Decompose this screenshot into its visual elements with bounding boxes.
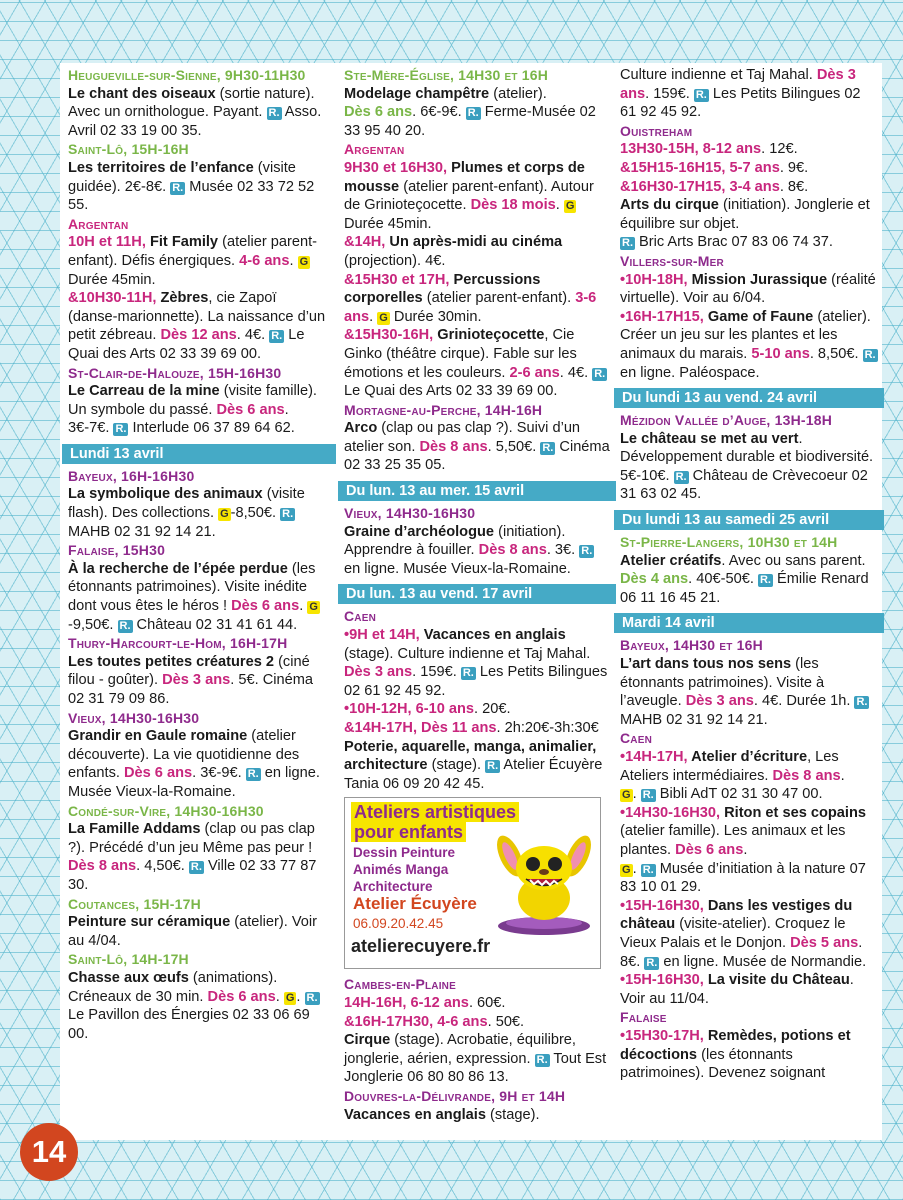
- event-conde-sur-vire: Condé-sur-Vire, 14H30-16H30 La Famille Addams (clap ou pas clap ?). Précédé d’un jeu Même pas peur ! Dès 8 ans. 4,50€. R. Ville 02 33 77 87 30.: [68, 802, 317, 893]
- event-coutances: Coutances, 15H-17H Peinture sur céramique (atelier). Voir au 4/04.: [68, 895, 317, 949]
- event-bayeux-1: Bayeux, 16H-16H30 La symbolique des animaux (visite flash). Des collections. G -8,50€. R. MAHB 02 31 92 14 21.: [68, 467, 305, 540]
- date-band-lundi-13-vend-24: Du lundi 13 au vend. 24 avril: [614, 388, 884, 408]
- reservation-badge: R.: [247, 768, 259, 781]
- date-band-lun-13-vend-17: Du lun. 13 au vend. 17 avril: [338, 584, 616, 604]
- group-badge: G: [220, 508, 229, 521]
- event-falaise-1: Falaise, 15H30 À la recherche de l’épée perdue (les étonnants patrimoines). Visite inédite dont vous êtes le héros ! Dès 6 ans. G-9,50€. R. Château 02 31 41 61 44.: [68, 542, 318, 633]
- reservation-badge: R.: [268, 107, 280, 120]
- date-band-lun-13-mer-15: Du lun. 13 au mer. 15 avril: [338, 481, 616, 501]
- event-argentan-1: Argentan 10H et 11H, Fit Family (atelier parent-enfant). Défis énergiques. 4-6 ans. G Durée 45min. &10H30-11H, Zèbres, cie Zapoï (danse-marionnette). La naissance d’un petit zébreau. Dès 12 ans. 4€. R. Le Quai des Arts 02 33 39 69 00.: [68, 215, 326, 362]
- date-band-lundi-13: Lundi 13 avril: [62, 444, 336, 464]
- reservation-badge: R.: [675, 470, 687, 483]
- event-caen-continued: Culture indienne et Taj Mahal. Dès 3 ans. 159€. R. Les Petits Bilingues 02 61 92 45 92.: [620, 67, 861, 121]
- reservation-badge: R.: [190, 861, 202, 874]
- event-thury-harcourt: Thury-Harcourt-le-Hom, 16H-17H Les toutes petites créatures 2 (ciné filou - goûter). Dès 3 ans. 5€. Cinéma 02 31 79 09 86.: [68, 635, 313, 707]
- cartoon-character-illustration: [488, 826, 596, 936]
- event-vieux-1: Vieux, 14H30-16H30 Grandir en Gaule romaine (atelier découverte). La vie quotidienne des enfants. Dès 6 ans. 3€-9€. R. en ligne. Musée Vieux-la-Romaine.: [68, 709, 320, 800]
- reservation-badge: R.: [282, 508, 294, 521]
- column-3: [620, 66, 878, 1083]
- reservation-badge: R.: [462, 667, 474, 680]
- atelier-ecuyere-ad[interactable]: Ateliers artistiques pour enfants Dessin Peinture Animés Manga Architecture Atelier Écuyère 06.09.20.42.45 atelierecuyere.fr: [344, 797, 601, 969]
- group-badge: G: [622, 863, 631, 876]
- group-badge: G: [309, 601, 318, 614]
- event-douvres: Douvres-la-Délivrande, 9H et 14H Vacances en anglais (stage).: [344, 1087, 566, 1123]
- reservation-badge: R.: [119, 619, 131, 632]
- event-ouistreham: Ouistreham 13H30-15H, 8-12 ans. 12€. &15H15-16H15, 5-7 ans. 9€. &16H30-17H15, 3-4 ans. 8€. Arts du cirque (initiation). Jonglerie et équilibre sur objet. R. Bric Arts Brac 07 83 06 74 37.: [620, 122, 870, 251]
- reservation-badge: R.: [581, 545, 593, 558]
- group-badge: G: [299, 255, 309, 268]
- event-saint-lo-2: Saint-Lô, 14H-17H Chasse aux œufs (animations). Créneaux de 30 min. Dès 6 ans. G . R. Le Pavillon des Énergies 02 33 06 69 00.: [68, 951, 318, 1042]
- event-st-pierre-langers: St-Pierre-Langers, 10H30 et 14H Atelier créatifs. Avec ou sans parent. Dès 4 ans. 40€-50€. R. Émilie Renard 06 11 16 45 21.: [620, 534, 869, 606]
- group-badge: G: [285, 991, 295, 1004]
- reservation-badge: R.: [695, 88, 707, 101]
- event-heugueville: Heugueville-sur-Sienne, 9H30-11H30 Le chant des oiseaux (sortie nature). Avec un ornithologue. Payant. R. Asso. Avril 02 33 19 00 35.: [68, 67, 322, 139]
- event-st-clair: St-Clair-de-Halouze, 15H-16H30 Le Carreau de la mine (visite famille). Un symbole du passé. Dès 6 ans. 3€-7€. R. Interlude 06 37 89 64 62.: [68, 364, 317, 437]
- group-badge: G: [379, 311, 388, 324]
- date-band-mardi-14: Mardi 14 avril: [614, 613, 884, 633]
- group-badge: G: [565, 200, 575, 213]
- event-falaise-2: Falaise •15H30-17H, Remèdes, potions et décoctions (les étonnants patrimoines). Devenez soignant: [620, 1009, 851, 1082]
- reservation-badge: R.: [467, 107, 479, 120]
- reservation-badge: R.: [759, 574, 771, 587]
- date-band-lundi-13-samedi-25: Du lundi 13 au samedi 25 avril: [614, 510, 884, 530]
- reservation-badge: R.: [306, 991, 318, 1004]
- ad-website-link[interactable]: atelierecuyere.fr: [351, 936, 491, 957]
- event-caen-1: Caen •9H et 14H, Vacances en anglais (stage). Culture indienne et Taj Mahal. Dès 3 ans. 159€. R. Les Petits Bilingues 02 61 92 45 92. •10H-12H, 6-10 ans. 20€. &14H-17H, Dès 11 ans. 2h:20€-3h:30€ Poterie, aquarelle, manga, animalier, architecture (stage). R. Atelier Écuyère Tania 06 09 20 42 45.: [344, 608, 608, 792]
- group-badge: G: [622, 789, 631, 802]
- event-mortagne: Mortagne-au-Perche, 14H-16H Arco (clap ou pas clap ?). Suivi d’un atelier son. Dès 8 ans. 5,50€. R. Cinéma 02 33 25 35 05.: [344, 401, 610, 474]
- reservation-badge: R.: [487, 760, 499, 773]
- column-1: [68, 66, 330, 1043]
- reservation-badge: R.: [646, 956, 658, 969]
- event-mezidon: Mézidon Vallée d’Auge, 13H-18H Le château se met au vert. Développement durable et biodiversité. 5€-10€. R. Château de Crèvecoeur 02 31 63 02 45.: [620, 412, 874, 503]
- reservation-badge: R.: [642, 789, 654, 802]
- reservation-badge: R.: [642, 863, 654, 876]
- reservation-badge: R.: [542, 441, 554, 454]
- page-number: 14: [20, 1123, 78, 1181]
- event-argentan-2: Argentan 9H30 et 16H30, Plumes et corps de mousse (atelier parent-enfant). Autour de Grinioteçocette. Dès 18 mois. G Durée 45min. &14H, Un après-midi au cinéma (projection). 4€. &15H30 et 17H, Percussions corporelles (atelier parent-enfant). 3-6 ans. G Durée 30min. &15H30-16H, Grinioteçocette, Cie Ginko (théâtre cirque). Fable sur les émotions et les couleurs. 2-6 ans. 4€. R. Le Quai des Arts 02 33 39 69 00.: [344, 141, 606, 400]
- reservation-badge: R.: [594, 367, 606, 380]
- event-villers-sur-mer: Villers-sur-Mer •10H-18H, Mission Jurassique (réalité virtuelle). Voir au 6/04. •16H-17H15, Game of Faune (atelier). Créer un jeu sur les plantes et les animaux du marais. 5-10 ans. 8,50€. R. en ligne. Paléospace.: [620, 252, 876, 381]
- event-saint-lo-1: Saint-Lô, 15H-16H Les territoires de l’enfance (visite guidée). 2€-8€. R. Musée 02 33 72 52 55.: [68, 141, 315, 214]
- reservation-badge: R.: [856, 696, 868, 709]
- reservation-badge: R.: [536, 1053, 548, 1066]
- reservation-badge: R.: [172, 181, 184, 194]
- reservation-badge: R.: [115, 423, 127, 436]
- event-ste-mere-eglise: Ste-Mère-Église, 14H30 et 16H Modelage champêtre (atelier). Dès 6 ans. 6€-9€. R. Ferme-Musée 02 33 95 40 20.: [344, 67, 596, 139]
- event-vieux-2: Vieux, 14H30-16H30 Graine d’archéologue (initiation). Apprendre à fouiller. Dès 8 ans. 3€. R. en ligne. Musée Vieux-la-Romaine.: [344, 505, 593, 577]
- page-sheet: [60, 63, 882, 1140]
- reservation-badge: R.: [271, 330, 283, 343]
- reservation-badge: R.: [622, 237, 633, 250]
- column-2: [344, 66, 610, 1124]
- event-cambes-en-plaine: Cambes-en-Plaine 14H-16H, 6-12 ans. 60€. &16H-17H30, 4-6 ans. 50€. Cirque (stage). Acrobatie, équilibre, jonglerie, aérien, expression. R. Tout Est Jonglerie 06 80 80 86 13.: [344, 976, 607, 1086]
- event-bayeux-2: Bayeux, 14H30 et 16H L’art dans tous nos sens (les étonnants patrimoines). Visite à l’aveugle. Dès 3 ans. 4€. Durée 1h. R. MAHB 02 31 92 14 21.: [620, 637, 868, 728]
- event-caen-2: Caen •14H-17H, Atelier d’écriture, Les Ateliers intermédiaires. Dès 8 ans. G . R. Bibli AdT 02 31 30 47 00. •14H30-16H30, Riton et ses copains (atelier famille). Les animaux et les plantes. Dès 6 ans. G . R. Musée d’initiation à la nature 07 83 10 01 29. •15H-16H30, Dans les vestiges du château (visite-atelier). Croquez le Vieux Palais et le Donjon. Dès 5 ans. 8€. R. en ligne. Musée de Normandie. •15H-16H30, La visite du Château. Voir au 11/04.: [620, 730, 867, 1007]
- reservation-badge: R.: [864, 348, 876, 361]
